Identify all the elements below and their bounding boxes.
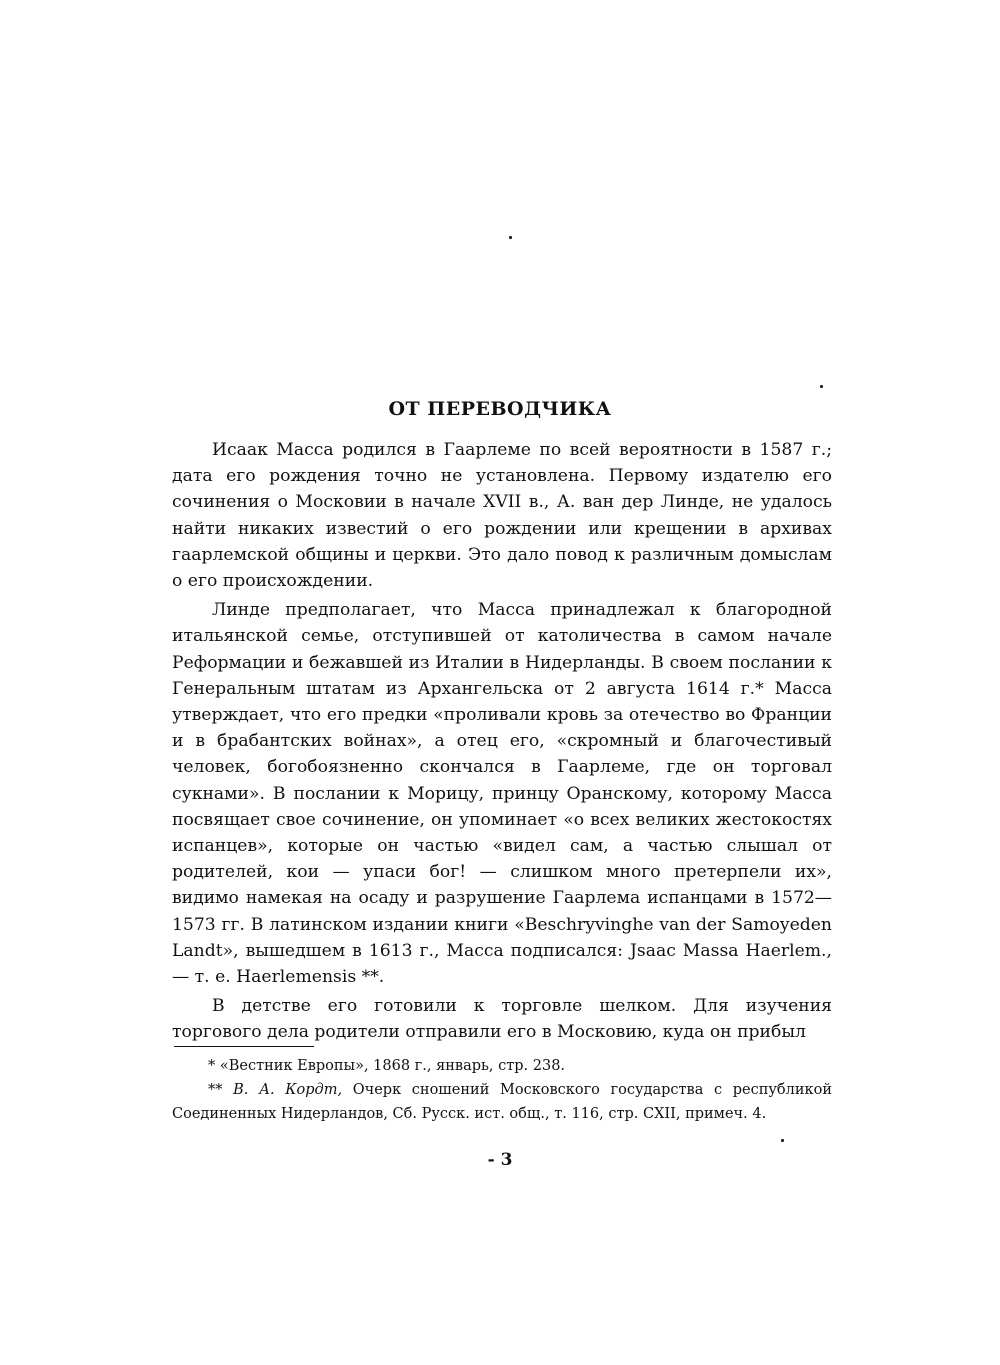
- body-text: [172, 437, 832, 1049]
- print-speck: [781, 1139, 784, 1142]
- paragraph: В детстве его готовили к торговле шелком. Для изучения торгового дела родители отправили его в Московию, куда он прибыл: [172, 996, 832, 1043]
- footnote-2-mark: **: [208, 1082, 234, 1098]
- page-number: - 3: [487, 1150, 513, 1170]
- footnote-1: * «Вестник Европы», 1868 г., январь, стр. 238.: [208, 1058, 566, 1074]
- footnote-2: [172, 1078, 832, 1126]
- paragraph: Линде предполагает, что Масса принадлежал к благородной итальянской семье, отступившей от католичества в самом начале Реформации и бежавшей из Италии в Нидерланды. В своем послании к Генеральным штатам из Архангельска от 2 августа 1614 г.* Масса утверждает, что его предки «проливали кровь за отечество во Франции и в брабантских войнах», а отец его, «скромный и благочестивый человек, богобоязненно скончался в Гаарлеме, где он торговал сукнами». В послании к Морицу, принцу Оранскому, которому Масса посвящает свое сочинение, он упоминает «о всех великих жестокостях испанцев», которые он частью «видел сам, а частью слышал от родителей, кои — упаси бог! — слишком много претерпели их», видимо намекая на осаду и разрушение Гаарлема испанцами в 1572—1573 гг. В латинском издании книги «Beschryvinghe van der Samoyeden Landt», вышедшем в 1613 г., Масса подписался: Jsaac Massa Haerlem., — т. е. Haerlemensis **.: [172, 600, 832, 988]
- footnote-divider: [174, 1046, 314, 1047]
- print-speck: [509, 236, 512, 239]
- footnote-2-text: Очерк сношений Московского государства с республикой Соединенных Нидерландов, Сб. Русск. ист. общ., т. 116, стр. CXII, примеч. 4.: [172, 1082, 832, 1122]
- chapter-heading: ОТ ПЕРЕВОДЧИКА: [388, 398, 612, 420]
- footnotes: [172, 1054, 832, 1126]
- paragraph: Исаак Масса родился в Гаарлеме по всей вероятности в 1587 г.; дата его рождения точно не установлена. Первому издателю его сочинения о Московии в начале XVII в., А. ван дер Линде, не удалось найти никаких известий о его рождении или крещении в архивах гаарлемской общины и церкви. Это дало повод к различным домыслам о его происхождении.: [172, 440, 832, 592]
- footnote-2-author: В. А. Кордт,: [233, 1082, 343, 1098]
- print-speck: [820, 385, 823, 388]
